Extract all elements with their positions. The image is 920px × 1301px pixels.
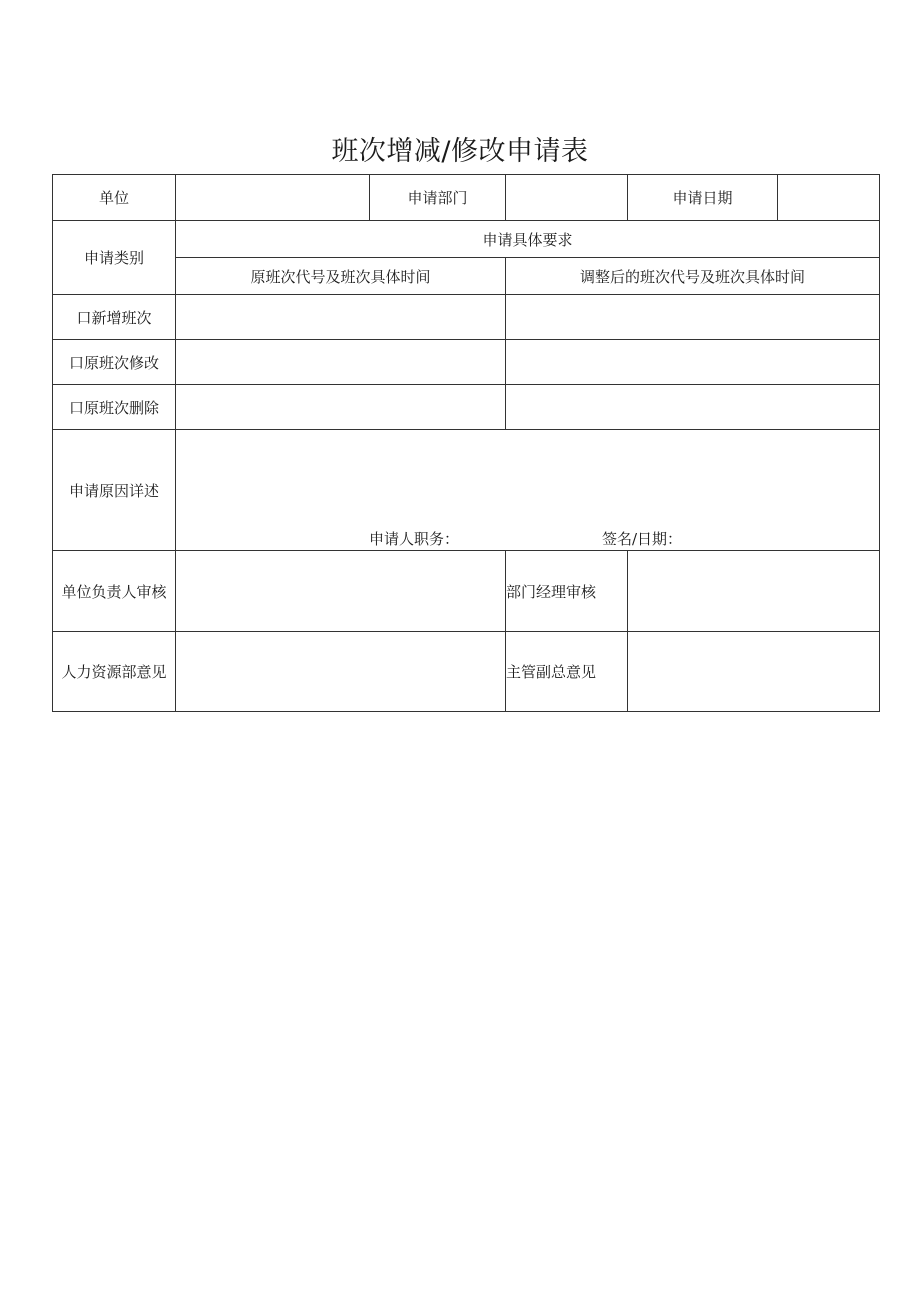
category-label: 申请类别	[83, 249, 144, 267]
reason-input[interactable]	[176, 430, 879, 522]
applicant-position-label: 申请人职务：	[369, 529, 460, 548]
unit-head-review-label: 单位负责人审核	[61, 582, 167, 601]
department-label: 申请部门	[407, 189, 468, 207]
hr-opinion-label: 人力资源部意见	[61, 663, 167, 681]
unit-input[interactable]	[176, 175, 369, 220]
dept-manager-review-input[interactable]	[628, 551, 879, 631]
application-date-label: 申请日期	[672, 189, 733, 207]
option-add-shift-checkbox[interactable]: 口新增班次	[76, 308, 152, 327]
reason-label: 申请原因详述	[68, 481, 159, 500]
option-modify-shift-checkbox[interactable]: 口原班次修改	[68, 353, 159, 372]
dept-manager-review-label: 部门经理审核	[506, 582, 597, 601]
application-form-table	[52, 174, 880, 712]
requirements-header: 申请具体要求	[482, 230, 573, 249]
delete-shift-original-input[interactable]	[176, 385, 505, 429]
signature-date-label: 签名/日期：	[602, 529, 683, 548]
vp-opinion-label: 主管副总意见	[506, 663, 597, 681]
add-shift-adjusted-input[interactable]	[506, 295, 879, 339]
vp-opinion-input[interactable]	[628, 632, 879, 711]
original-shift-header: 原班次代号及班次具体时间	[250, 267, 431, 286]
department-input[interactable]	[506, 175, 627, 220]
delete-shift-adjusted-input[interactable]	[506, 385, 879, 429]
modify-shift-adjusted-input[interactable]	[506, 340, 879, 384]
adjusted-shift-header: 调整后的班次代号及班次具体时间	[579, 267, 805, 286]
option-delete-shift-checkbox[interactable]: 口原班次删除	[68, 398, 159, 417]
application-date-input[interactable]	[778, 175, 879, 220]
unit-head-review-input[interactable]	[176, 551, 505, 631]
form-title: 班次增减/修改申请表	[331, 136, 589, 167]
modify-shift-original-input[interactable]	[176, 340, 505, 384]
hr-opinion-input[interactable]	[176, 632, 505, 711]
unit-label: 单位	[98, 189, 129, 207]
add-shift-original-input[interactable]	[176, 295, 505, 339]
